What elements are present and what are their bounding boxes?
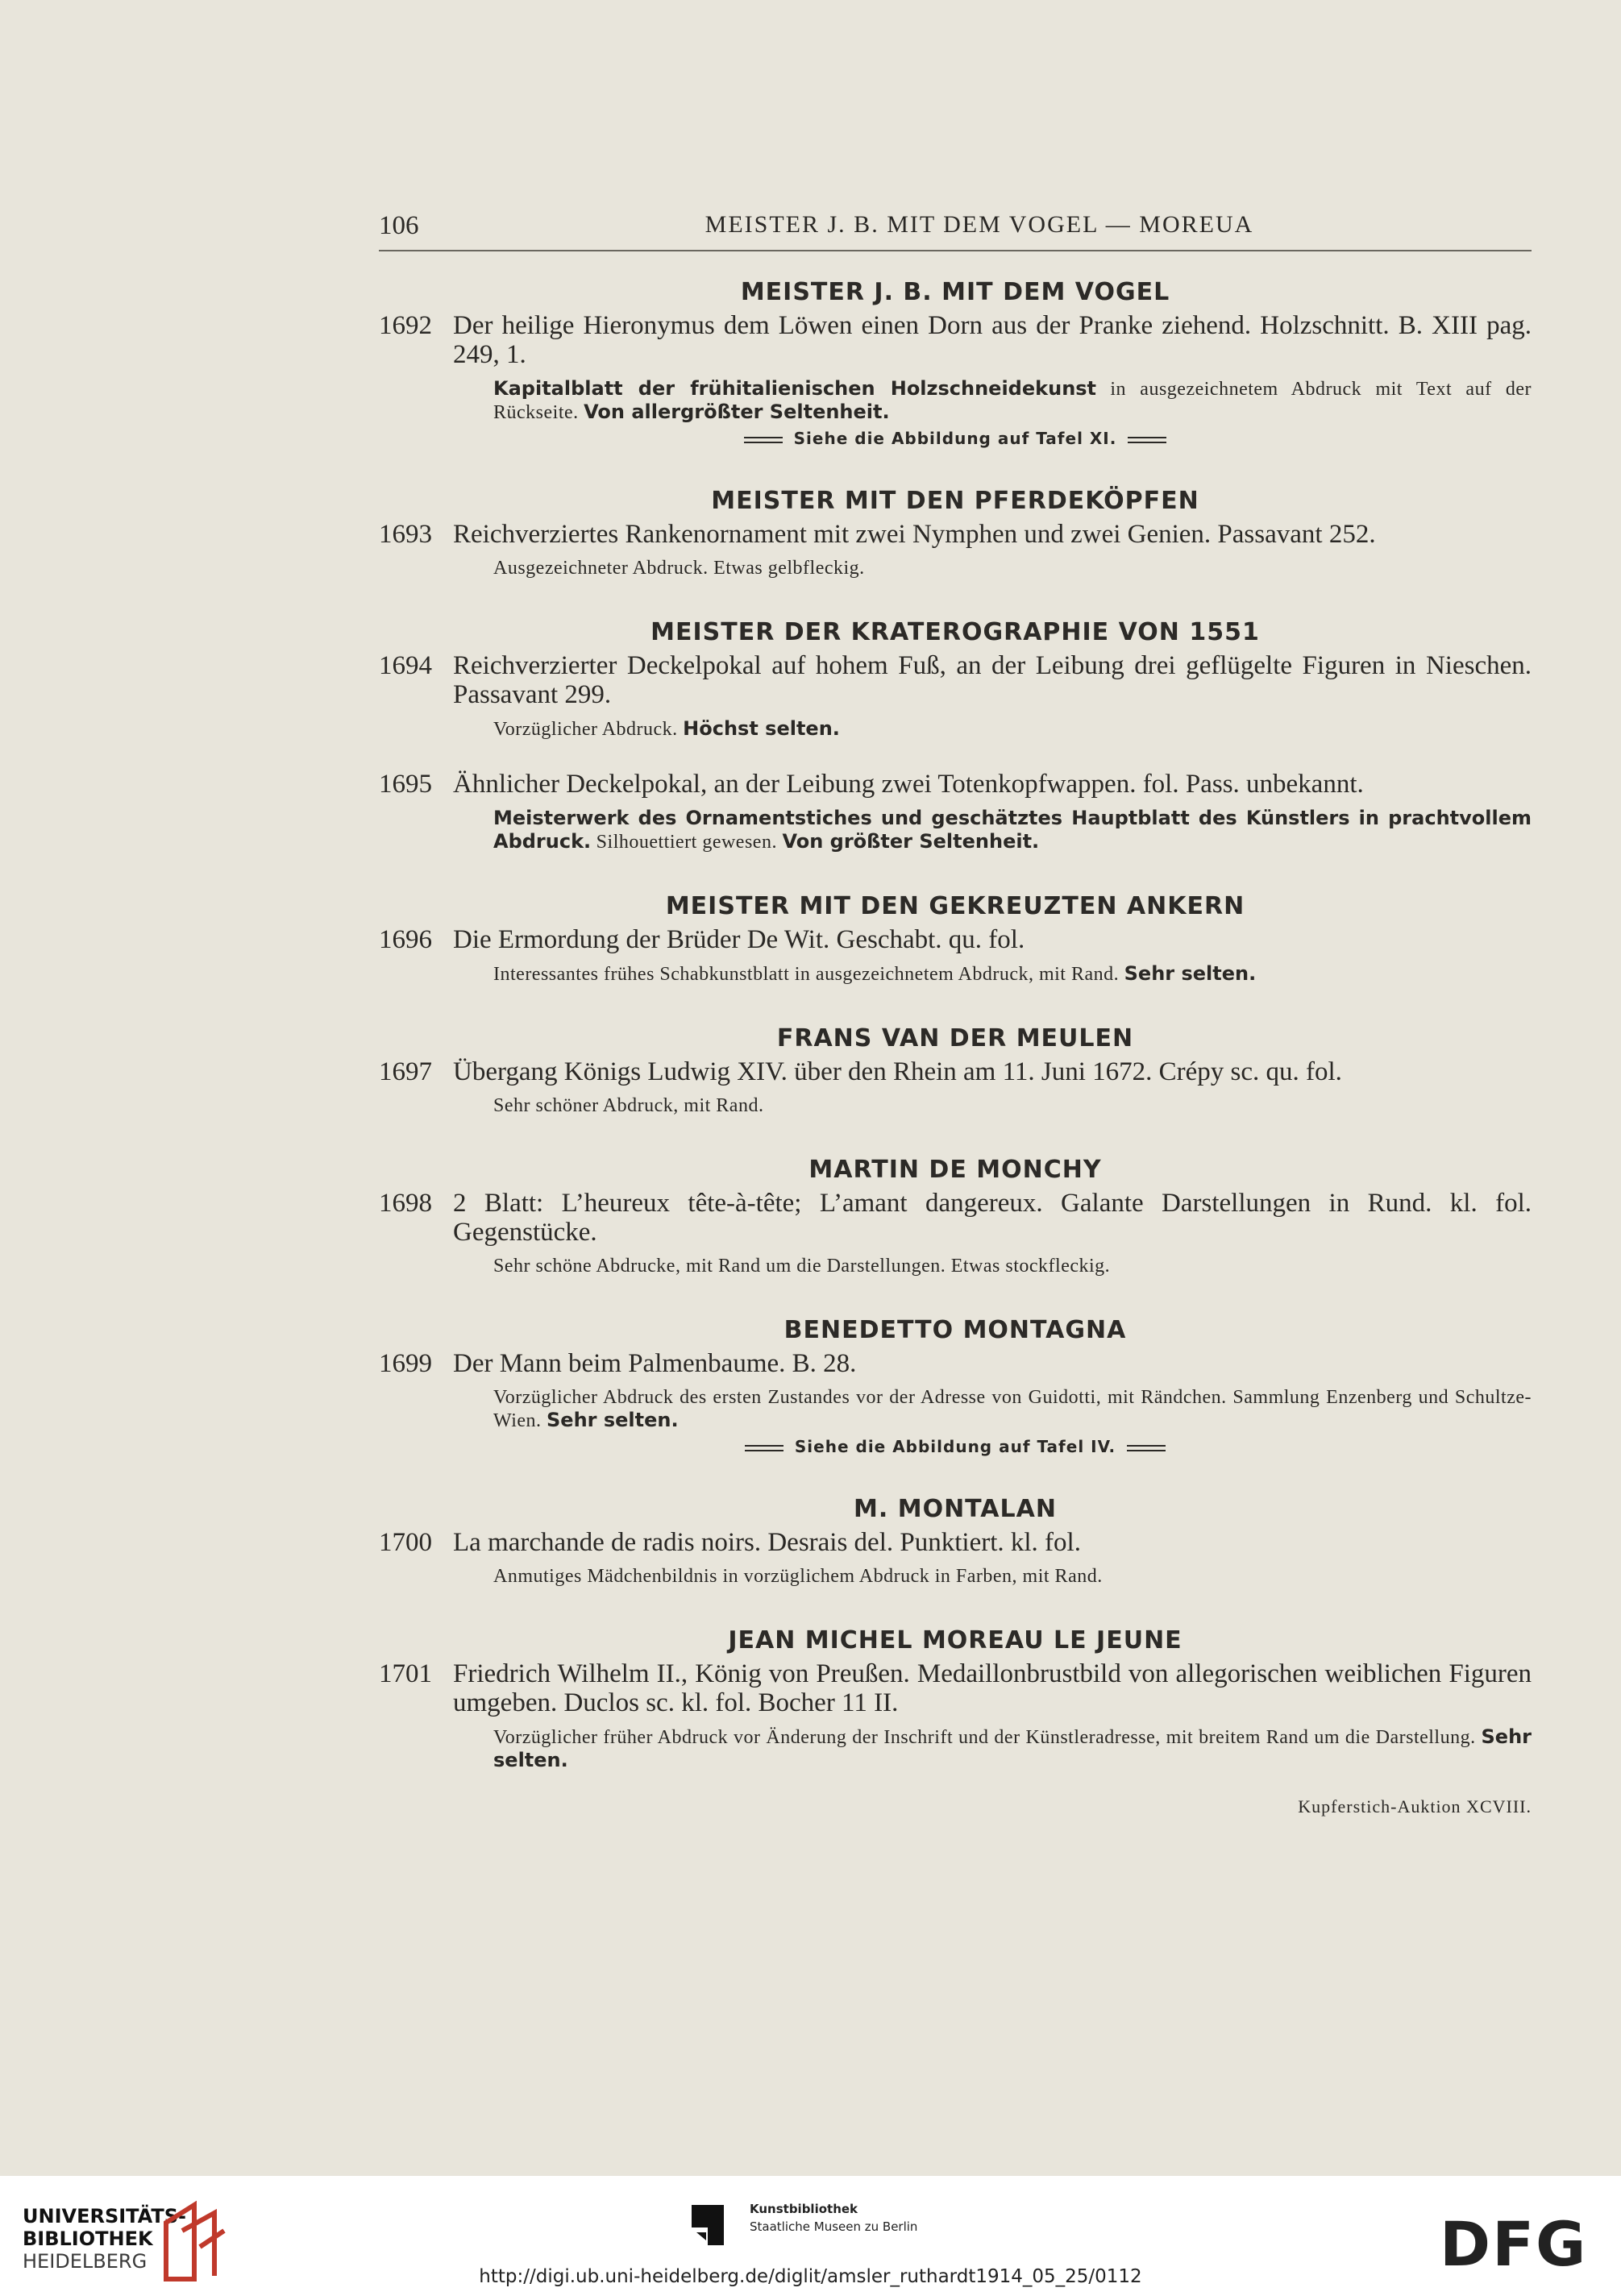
page-number: 106 xyxy=(379,211,419,240)
entry-text: Der heilige Hieronymus dem Löwen einen Dorn aus der Pranke ziehend. Holzschnitt. B. XIII pag. 249, 1. xyxy=(453,311,1532,369)
viewer-footer xyxy=(0,2176,1621,2296)
note-bold: Kapitalblatt der frühitalienischen Holzschneidekunst xyxy=(493,377,1097,400)
kunstbibliothek-text xyxy=(750,2200,991,2236)
note-text: Silhouettiert gewesen. xyxy=(591,832,783,853)
note-bold: Von allergrößter Seltenheit. xyxy=(584,401,890,423)
entry-note xyxy=(493,1725,1532,1772)
permalink-url[interactable]: http://digi.ub.uni-heidelberg.de/diglit/amsler_ruthardt1914_05_25/0112 xyxy=(479,2266,1142,2287)
catalog-entry xyxy=(379,651,1532,709)
entry-text: Friedrich Wilhelm II., König von Preußen. Medaillonbrustbild von allegorischen weiblichen Figuren umgeben. Duclos sc. kl. fol. Bocher 11 II. xyxy=(453,1659,1532,1717)
note-text: Interessantes frühes Schabkunstblatt in ausgezeichnetem Abdruck, mit Rand. xyxy=(493,964,1124,985)
entry-number: 1698 xyxy=(379,1189,432,1218)
header-rule xyxy=(379,250,1532,251)
ub-logo-line: HEIDELBERG xyxy=(23,2250,148,2273)
section-heading: M. MONTALAN xyxy=(854,1495,1057,1523)
catalog-entry xyxy=(379,1189,1532,1247)
entry-text: Reichverziertes Rankenornament mit zwei Nymphen und zwei Genien. Passavant 252. xyxy=(453,520,1376,549)
ub-logo-line: BIBLIOTHEK xyxy=(23,2227,153,2250)
entry-text: Reichverzierter Deckelpokal auf hohem Fuß, an der Leibung drei geflügelte Figuren in Nieschen. Passavant 299. xyxy=(453,651,1532,709)
catalog-entry xyxy=(379,925,1532,954)
entry-note xyxy=(493,717,1532,741)
entry-note xyxy=(493,377,1532,424)
note-text: Sehr schöner Abdruck, mit Rand. xyxy=(493,1095,764,1116)
entry-number: 1695 xyxy=(379,770,432,799)
entry-number: 1694 xyxy=(379,651,432,680)
catalog-entry xyxy=(379,520,1532,549)
note-text: Vorzüglicher Abdruck des ersten Zustandes vor der Adresse von Guidotti, mit Rändchen. Sammlung Enzenberg und Schultze-Wien. xyxy=(493,1387,1532,1431)
page-header xyxy=(379,211,1532,251)
note-text: Vorzüglicher Abdruck. xyxy=(493,719,684,740)
catalog-entry xyxy=(379,1057,1532,1086)
note-bold: Sehr selten. xyxy=(547,1409,679,1431)
entry-note xyxy=(493,1386,1532,1432)
double-rule xyxy=(1128,437,1166,443)
double-rule xyxy=(745,1445,783,1451)
entry-note xyxy=(493,1094,1532,1117)
catalog-signature: Kupferstich-Auktion XCVIII. xyxy=(1298,1796,1532,1816)
entry-number: 1693 xyxy=(379,520,432,549)
running-title: MEISTER J. B. MIT DEM VOGEL — MOREUA xyxy=(705,211,1254,238)
double-rule xyxy=(1127,1445,1166,1451)
note-text: Ausgezeichneter Abdruck. Etwas gelbfleckig. xyxy=(493,558,865,579)
section-heading: MEISTER J. B. MIT DEM VOGEL xyxy=(740,278,1170,306)
entry-note xyxy=(493,1255,1532,1277)
entry-number: 1696 xyxy=(379,925,432,954)
note-bold: Von größter Seltenheit. xyxy=(782,830,1040,853)
catalog-entry xyxy=(379,311,1532,369)
section-heading: MARTIN DE MONCHY xyxy=(808,1156,1102,1184)
ub-logo-line: UNIVERSITÄTS- xyxy=(23,2205,187,2227)
kunstbibliothek-emblem-icon xyxy=(692,2205,724,2245)
entry-note xyxy=(493,807,1532,853)
entry-number: 1697 xyxy=(379,1057,432,1086)
catalog-entry xyxy=(379,1659,1532,1717)
note-text: in ausgezeichnetem Abdruck mit Text auf der Rückseite. xyxy=(493,379,1532,423)
entry-text: Ähnlicher Deckelpokal, an der Leibung zwei Totenkopfwappen. fol. Pass. unbekannt. xyxy=(453,770,1364,799)
entry-number: 1692 xyxy=(379,311,432,340)
note-text: Vorzüglicher früher Abdruck vor Änderung der Inschrift und der Künstleradresse, mit breitem Rand um die Darstellung. xyxy=(493,1727,1482,1748)
kb-line: Staatliche Museen zu Berlin xyxy=(750,2219,918,2234)
entry-number: 1699 xyxy=(379,1349,432,1378)
entry-text: Der Mann beim Palmenbaume. B. 28. xyxy=(453,1349,857,1378)
catalog-entry xyxy=(379,770,1532,799)
entry-text: 2 Blatt: L’heureux tête-à-tête; L’amant dangereux. Galante Darstellungen in Rund. kl. fol. Gegenstücke. xyxy=(453,1189,1532,1247)
catalog-entry xyxy=(379,1349,1532,1378)
dfg-logo[interactable]: DFG xyxy=(1440,2208,1588,2280)
entry-note xyxy=(493,1565,1532,1588)
plate-reference-text: Siehe die Abbildung auf Tafel XI. xyxy=(793,429,1117,448)
kb-line: Kunstbibliothek xyxy=(750,2202,858,2216)
entry-number: 1701 xyxy=(379,1659,432,1688)
note-bold: Sehr selten. xyxy=(493,1725,1532,1771)
note-bold: Sehr selten. xyxy=(1124,962,1257,985)
plate-reference xyxy=(379,429,1532,448)
entry-number: 1700 xyxy=(379,1528,432,1557)
note-bold: Meisterwerk des Ornamentstiches und geschätztes Hauptblatt des Künstlers in prachtvollem Abdruck. xyxy=(493,807,1532,853)
entry-text: La marchande de radis noirs. Desrais del. Punktiert. kl. fol. xyxy=(453,1528,1081,1557)
plate-reference xyxy=(379,1437,1532,1456)
plate-reference-text: Siehe die Abbildung auf Tafel IV. xyxy=(794,1437,1116,1456)
section-heading: MEISTER MIT DEN GEKREUZTEN ANKERN xyxy=(665,892,1245,920)
section-heading: MEISTER DER KRATEROGRAPHIE VON 1551 xyxy=(650,618,1260,646)
section-heading: MEISTER MIT DEN PFERDEKÖPFEN xyxy=(711,487,1199,515)
note-text: Sehr schöne Abdrucke, mit Rand um die Darstellungen. Etwas stockfleckig. xyxy=(493,1256,1111,1277)
section-heading: BENEDETTO MONTAGNA xyxy=(783,1316,1127,1344)
entry-note xyxy=(493,557,1532,579)
note-bold: Höchst selten. xyxy=(683,717,840,740)
note-text: Anmutiges Mädchenbildnis in vorzüglichem Abdruck in Farben, mit Rand. xyxy=(493,1566,1103,1587)
catalog-content xyxy=(379,270,1532,1817)
entry-text: Übergang Königs Ludwig XIV. über den Rhein am 11. Juni 1672. Crépy sc. qu. fol. xyxy=(453,1057,1342,1086)
entry-text: Die Ermordung der Brüder De Wit. Geschabt. qu. fol. xyxy=(453,925,1025,954)
double-rule xyxy=(744,437,783,443)
entry-note xyxy=(493,962,1532,986)
catalog-entry xyxy=(379,1528,1532,1557)
section-heading: JEAN MICHEL MOREAU LE JEUNE xyxy=(728,1626,1182,1655)
section-heading: FRANS VAN DER MEULEN xyxy=(776,1024,1134,1053)
